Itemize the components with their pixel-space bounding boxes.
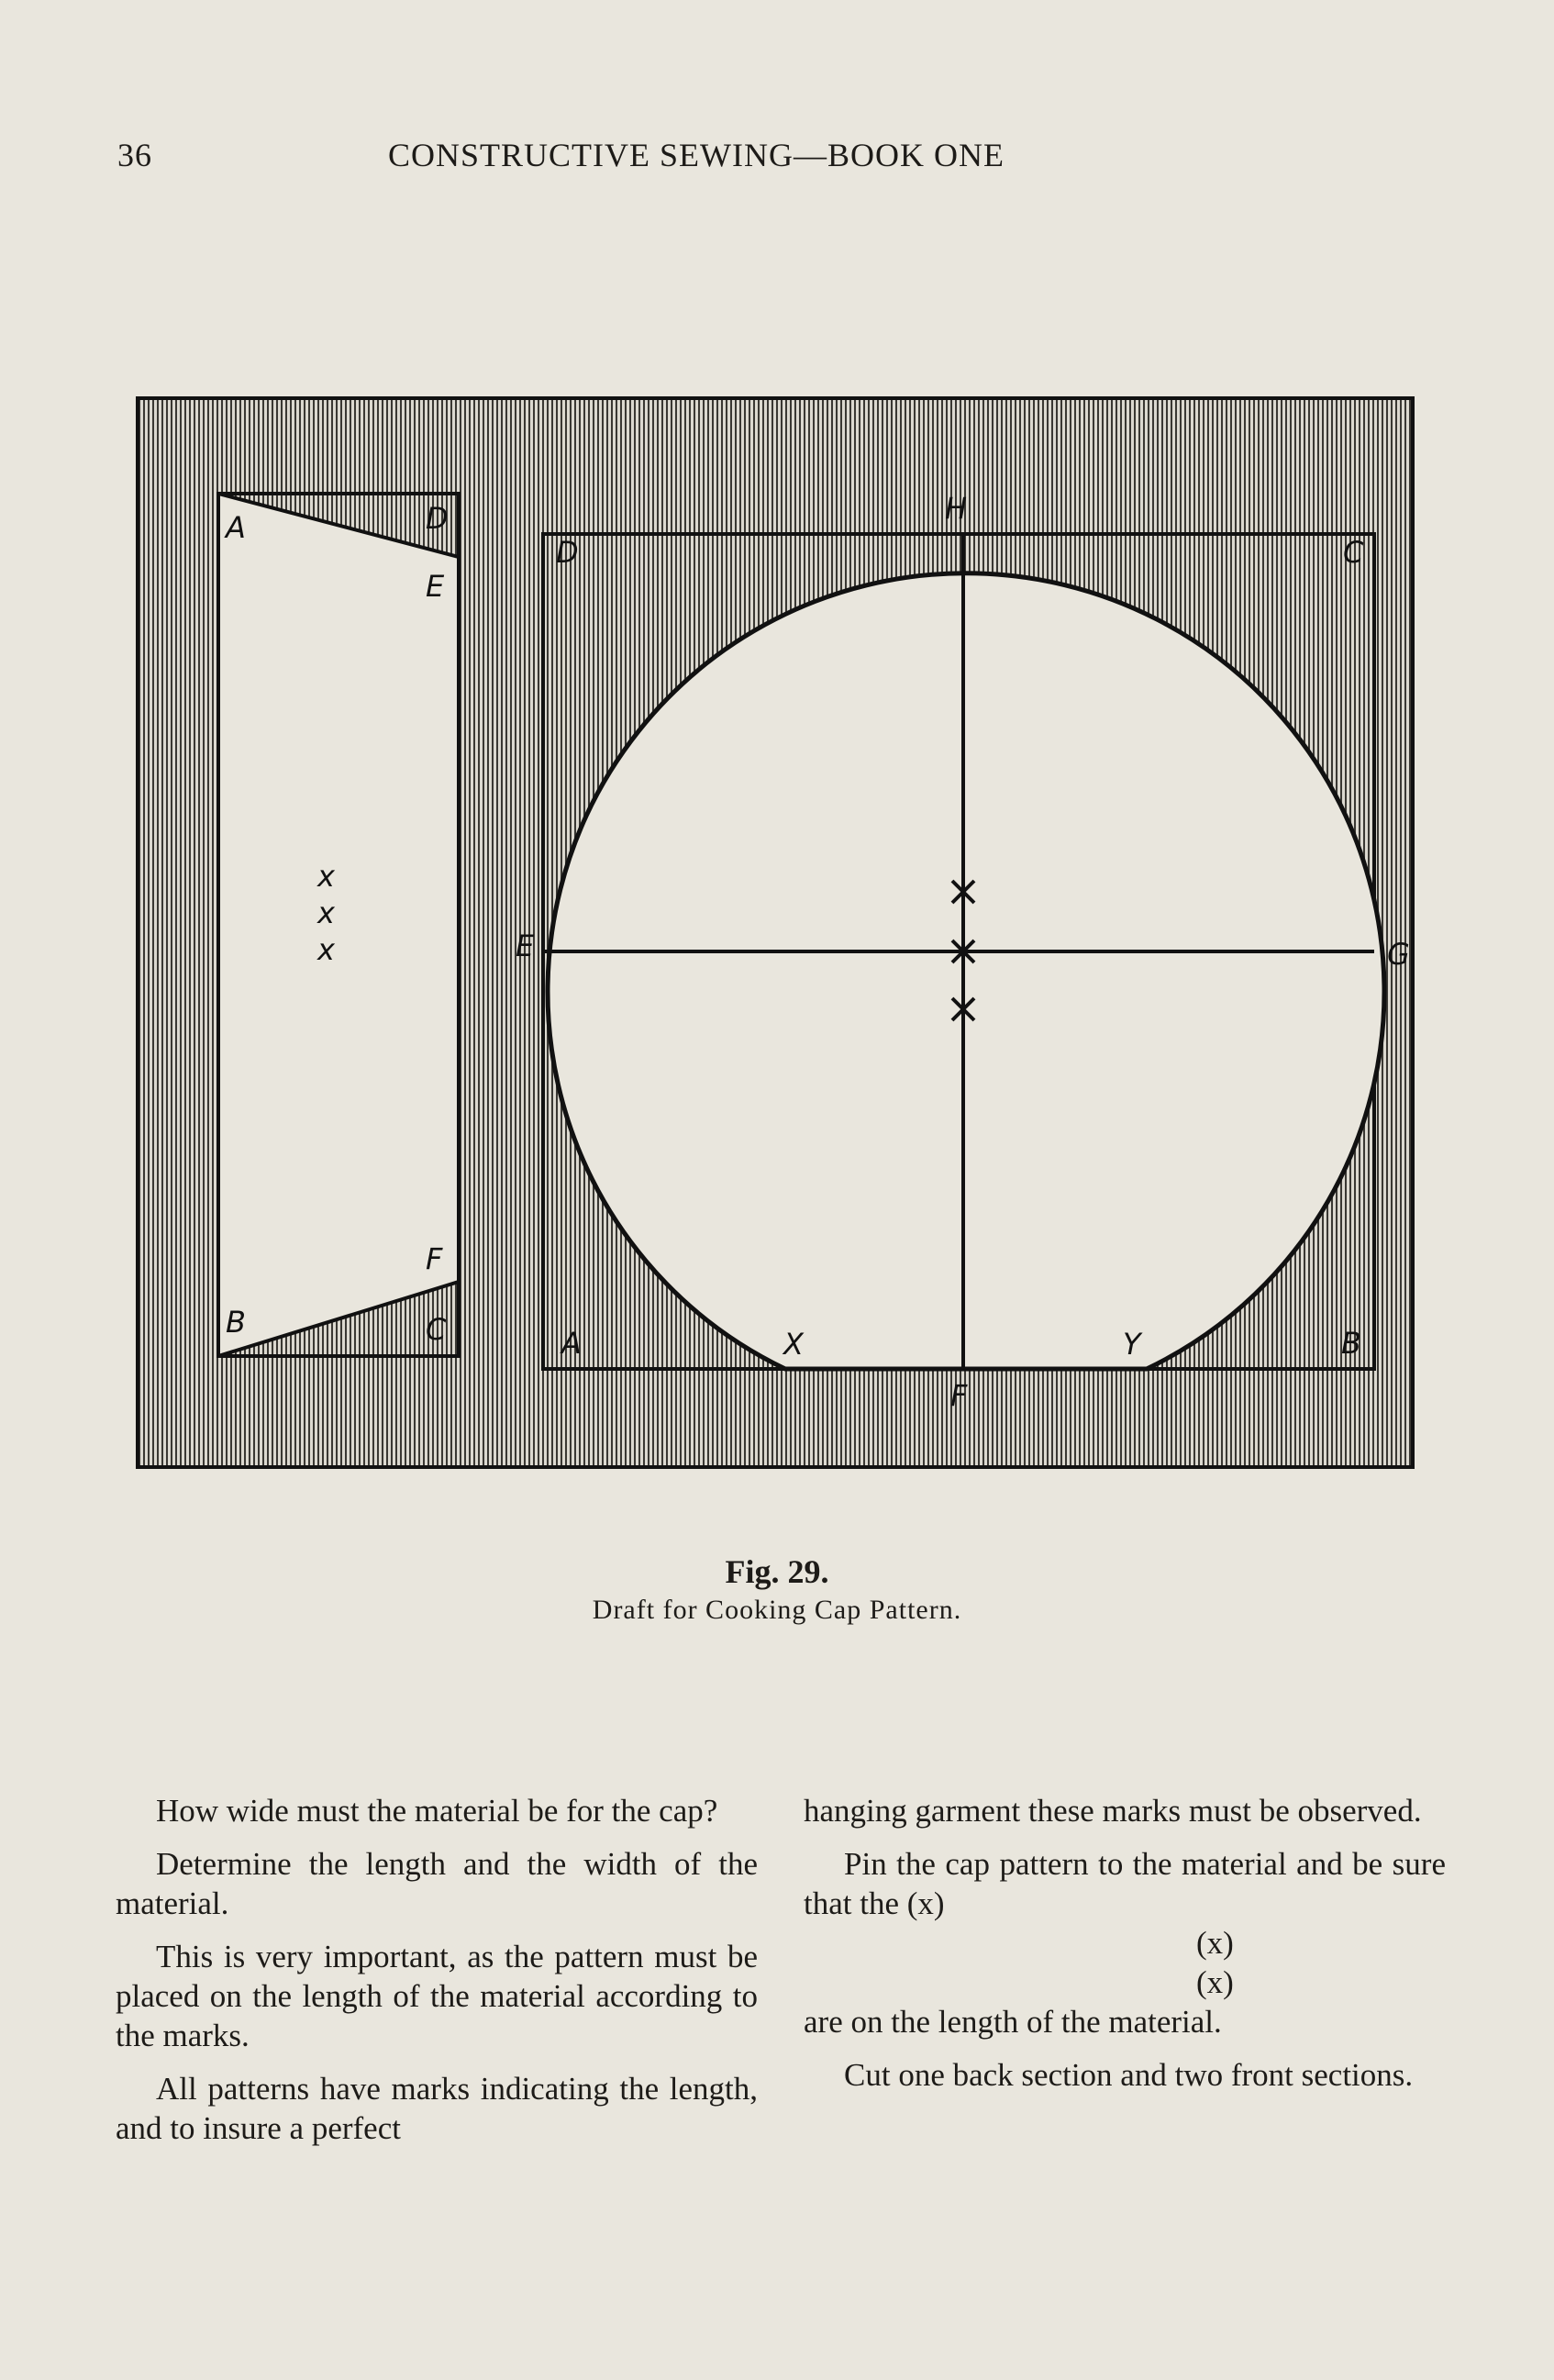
length-marks [804, 1923, 1446, 2002]
right-column [804, 1791, 1446, 2108]
length-mark-3: (x) [1196, 1964, 1234, 2000]
paragraph: Cut one back section and two front sections. [844, 2057, 1414, 2093]
left-strip [218, 494, 459, 1356]
figure-number: Fig. 29. [725, 1553, 829, 1590]
label-f-left: F [426, 1241, 443, 1276]
label-e-left: E [426, 569, 445, 604]
label-b-right: B [1341, 1326, 1361, 1361]
label-x-bottom: X [783, 1327, 804, 1362]
paragraph-continued: are on the length of the material. [804, 2004, 1222, 2040]
label-x3-left: x [317, 932, 335, 967]
left-column [116, 1791, 758, 2162]
label-a-left: A [226, 510, 246, 545]
page-header [117, 136, 1154, 182]
figure-caption: Draft for Cooking Cap Pattern. [592, 1595, 962, 1625]
label-c-right: C [1343, 535, 1364, 570]
paragraph: How wide must the material be for the cap? [156, 1793, 718, 1829]
length-mark-2: (x) [1196, 1925, 1234, 1961]
pattern-draft-figure [134, 395, 1418, 1475]
paragraph-continued: hanging garment these marks must be observed. [804, 1793, 1422, 1829]
label-c-left: C [426, 1312, 447, 1347]
label-d-left: D [426, 501, 449, 536]
running-head: CONSTRUCTIVE SEWING—BOOK ONE [388, 137, 1005, 173]
label-h: H [945, 491, 968, 526]
page-number: 36 [117, 137, 152, 173]
paragraph [804, 1844, 1446, 1923]
paragraph: All patterns have marks indicating the length, and to insure a perfect [116, 2071, 758, 2146]
paragraph: Determine the length and the width of the material. [116, 1846, 758, 1921]
label-b-left: B [226, 1305, 246, 1340]
pin-instruction: Pin the cap pattern to the material and be sure that the [804, 1846, 1446, 1921]
label-f-right: F [950, 1378, 968, 1413]
label-d-right: D [556, 535, 579, 570]
length-mark-1: (x) [906, 1885, 945, 1921]
cap-circle [548, 573, 1384, 1369]
label-e-right: E [516, 929, 535, 963]
label-g: G [1387, 937, 1410, 972]
paragraph: This is very important, as the pattern must be placed on the length of the material according to the marks. [116, 1939, 758, 2053]
label-x1-left: x [317, 859, 335, 894]
label-a-right: A [561, 1326, 582, 1361]
label-y-bottom: Y [1123, 1327, 1141, 1362]
label-x2-left: x [317, 895, 335, 930]
